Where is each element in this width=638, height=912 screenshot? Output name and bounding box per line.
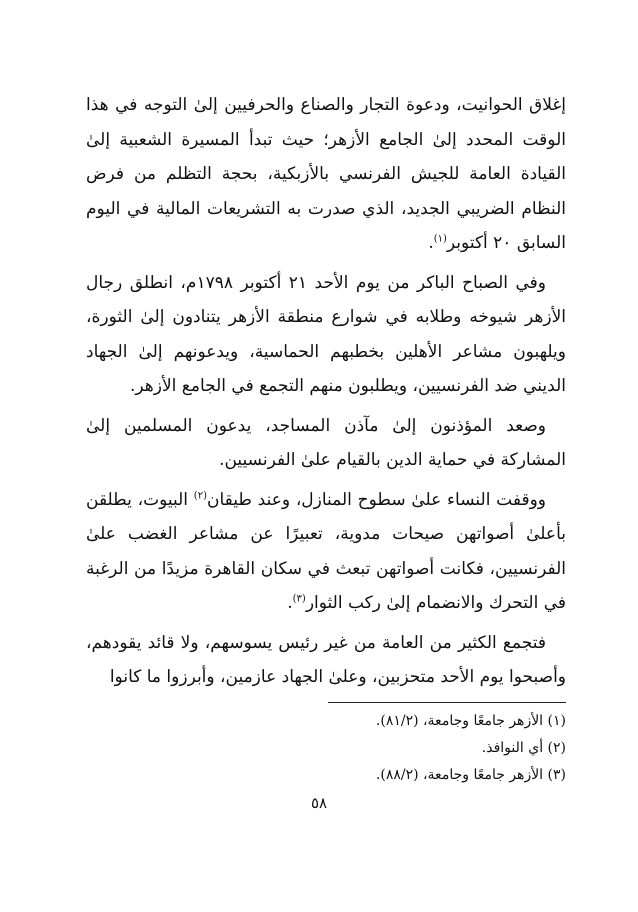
paragraph-5 xyxy=(86,626,566,695)
paragraph-4-continued: البيوت، يطلقن بأعلىٰ أصواتهن صيحات مدوية، تعبيرًا عن مشاعر الغضب علىٰ الفرنسيين، فكانت أصواتهن تبعث في سكان القاهرة مزيدًا من الرغبة في التحرك والانضمام إلىٰ ركب الثوار xyxy=(86,489,566,613)
paragraph-2-text: وفي الصباح الباكر من يوم الأحد ٢١ أكتوبر ١٧٩٨م، انطلق رجال الأزهر شيوخه وطلابه في شوارع منطقة الأزهر يتنادون إلىٰ الثورة، ويلهبون مشاعر الأهلين بخطبهم الحماسية، ويدعونهم إلىٰ الجهاد الديني ضد الفرنسيين، ويطلبون منهم التجمع في الجامع الأزهر. xyxy=(86,272,566,396)
paragraph-3-text: وصعد المؤذنون إلىٰ مآذن المساجد، يدعون المسلمين إلىٰ المشاركة في حماية الدين بالقيام علىٰ الفرنسيين. xyxy=(86,415,566,470)
footnote-ref-2: (٢) xyxy=(193,489,207,501)
footnote-separator xyxy=(328,702,566,703)
footnote-1: (١) الأزهر جامعًا وجامعة، (٨١/٢). xyxy=(375,713,566,729)
paragraph-1-end: . xyxy=(428,233,434,253)
paragraph-4 xyxy=(86,483,566,621)
paragraph-5-text: فتجمع الكثير من العامة من غير رئيس يسوسهم، ولا قائد يقودهم، وأصبحوا يوم الأحد متحزبين، وعلىٰ الجهاد عازمين، وأبرزوا ما كانوا xyxy=(86,632,566,687)
paragraph-4-text: ووقفت النساء علىٰ سطوح المنازل، وعند طيقان xyxy=(206,489,547,510)
paragraph-2 xyxy=(86,266,566,404)
paragraph-3 xyxy=(86,409,566,478)
page-number: ٥٨ xyxy=(310,794,328,812)
footnote-ref-3: (٣) xyxy=(292,593,306,605)
paragraph-1 xyxy=(86,88,566,261)
paragraph-1-text: إغلاق الحوانيت، ودعوة التجار والصناع والحرفيين إلىٰ التوجه في هذا الوقت المحدد إلىٰ الجامع الأزهر؛ حيث تبدأ المسيرة الشعبية إلىٰ القيادة العامة للجيش الفرنسي بالأزبكية، بحجة التظلم من فرض النظام الضريبي الجديد، الذي صدرت به التشريعات المالية في اليوم السابق ٢٠ أكتوبر xyxy=(86,95,566,253)
footnote-2: (٢) أي النوافذ. xyxy=(481,740,566,756)
main-text xyxy=(86,88,566,700)
footnotes xyxy=(86,708,566,789)
footnote-3: (٣) الأزهر جامعًا وجامعة، (٨٨/٢). xyxy=(375,767,566,783)
paragraph-4-end: . xyxy=(287,593,293,613)
footnote-ref-1: (١) xyxy=(433,233,447,245)
